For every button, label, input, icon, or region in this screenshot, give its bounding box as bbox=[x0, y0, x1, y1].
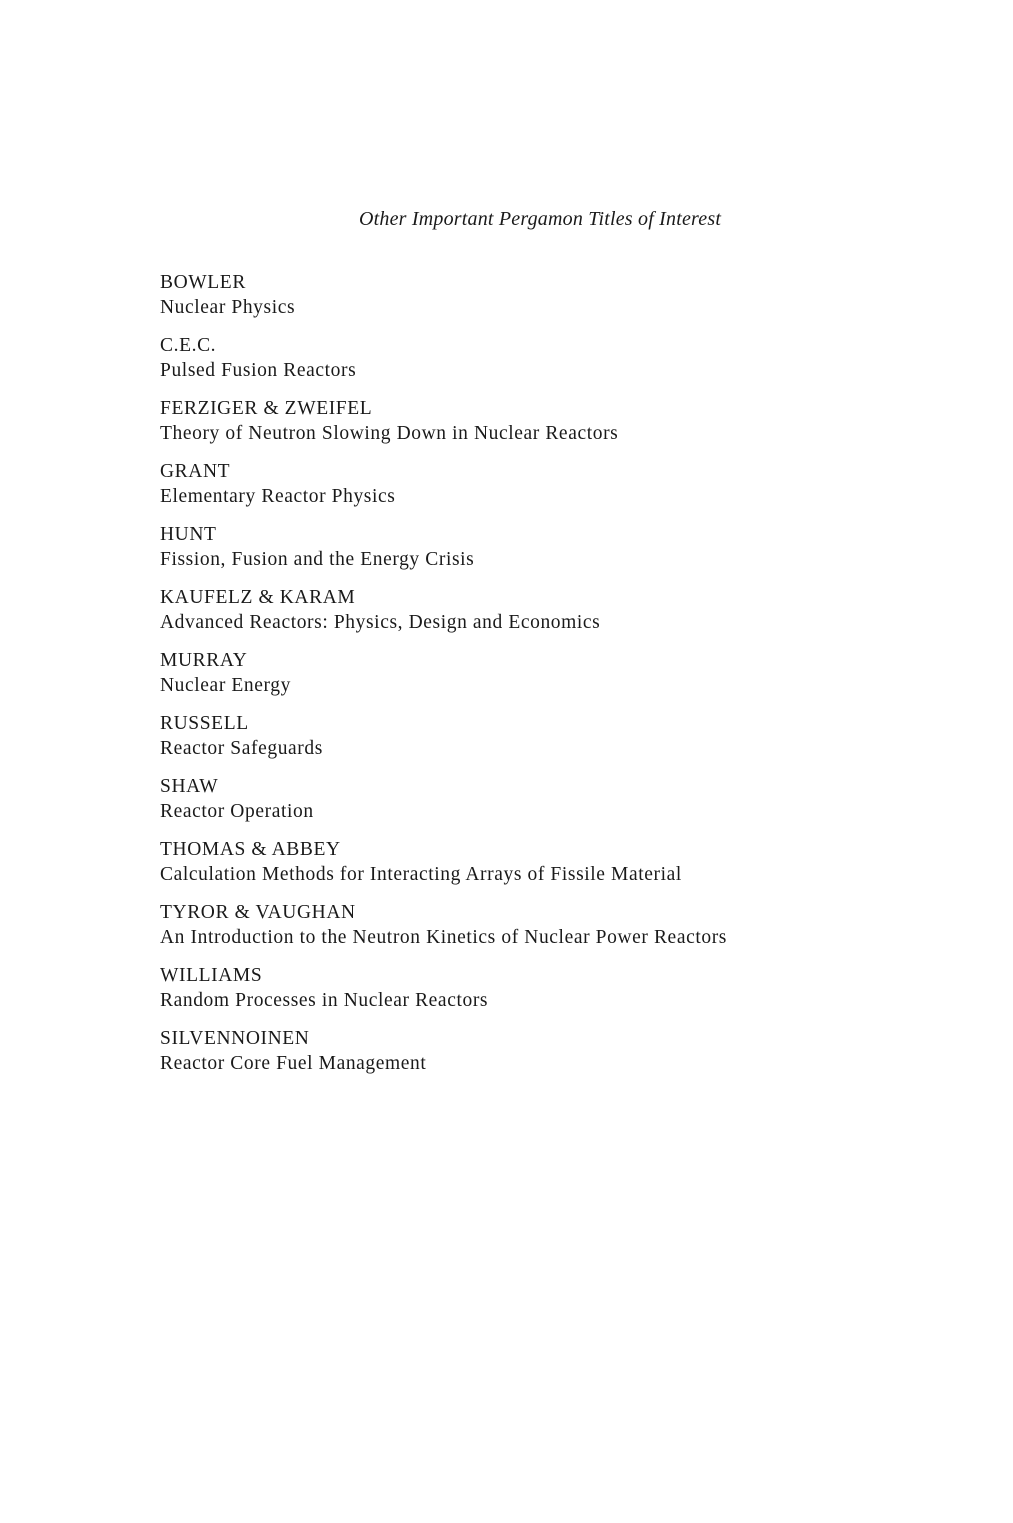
entry-title: Theory of Neutron Slowing Down in Nuclear Reactors bbox=[160, 423, 619, 444]
entry-title: Fission, Fusion and the Energy Crisis bbox=[160, 549, 475, 570]
list-item bbox=[160, 1026, 860, 1089]
entry-title: Calculation Methods for Interacting Arrays of Fissile Material bbox=[160, 864, 682, 885]
entry-author: HUNT bbox=[160, 524, 217, 545]
list-item bbox=[160, 333, 860, 396]
entry-author: FERZIGER & ZWEIFEL bbox=[160, 398, 373, 419]
entry-title: Nuclear Physics bbox=[160, 297, 296, 318]
entry-author: BOWLER bbox=[160, 272, 246, 293]
entry-title: Reactor Operation bbox=[160, 801, 314, 822]
list-item bbox=[160, 900, 860, 963]
entry-title: Reactor Safeguards bbox=[160, 738, 323, 759]
entry-title: Random Processes in Nuclear Reactors bbox=[160, 990, 489, 1011]
entry-title: Pulsed Fusion Reactors bbox=[160, 360, 357, 381]
entry-author: WILLIAMS bbox=[160, 965, 263, 986]
list-item bbox=[160, 837, 860, 900]
entry-author: THOMAS & ABBEY bbox=[160, 839, 341, 860]
list-item bbox=[160, 585, 860, 648]
list-item bbox=[160, 396, 860, 459]
entry-author: GRANT bbox=[160, 461, 231, 482]
entry-author: SHAW bbox=[160, 776, 219, 797]
list-item bbox=[160, 774, 860, 837]
list-item bbox=[160, 963, 860, 1026]
entry-title: Elementary Reactor Physics bbox=[160, 486, 396, 507]
list-item bbox=[160, 522, 860, 585]
entry-author: C.E.C. bbox=[160, 335, 217, 356]
list-item bbox=[160, 711, 860, 774]
titles-list bbox=[160, 270, 860, 1089]
entry-title: Reactor Core Fuel Management bbox=[160, 1053, 427, 1074]
list-item bbox=[160, 270, 860, 333]
entry-title: Nuclear Energy bbox=[160, 675, 291, 696]
page-heading: Other Important Pergamon Titles of Interest bbox=[359, 208, 722, 230]
entry-author: SILVENNOINEN bbox=[160, 1028, 310, 1049]
list-item bbox=[160, 459, 860, 522]
entry-title: Advanced Reactors: Physics, Design and Economics bbox=[160, 612, 601, 633]
entry-author: RUSSELL bbox=[160, 713, 249, 734]
list-item bbox=[160, 648, 860, 711]
entry-author: MURRAY bbox=[160, 650, 248, 671]
entry-title: An Introduction to the Neutron Kinetics of Nuclear Power Reactors bbox=[160, 927, 727, 948]
entry-author: KAUFELZ & KARAM bbox=[160, 587, 356, 608]
entry-author: TYROR & VAUGHAN bbox=[160, 902, 356, 923]
